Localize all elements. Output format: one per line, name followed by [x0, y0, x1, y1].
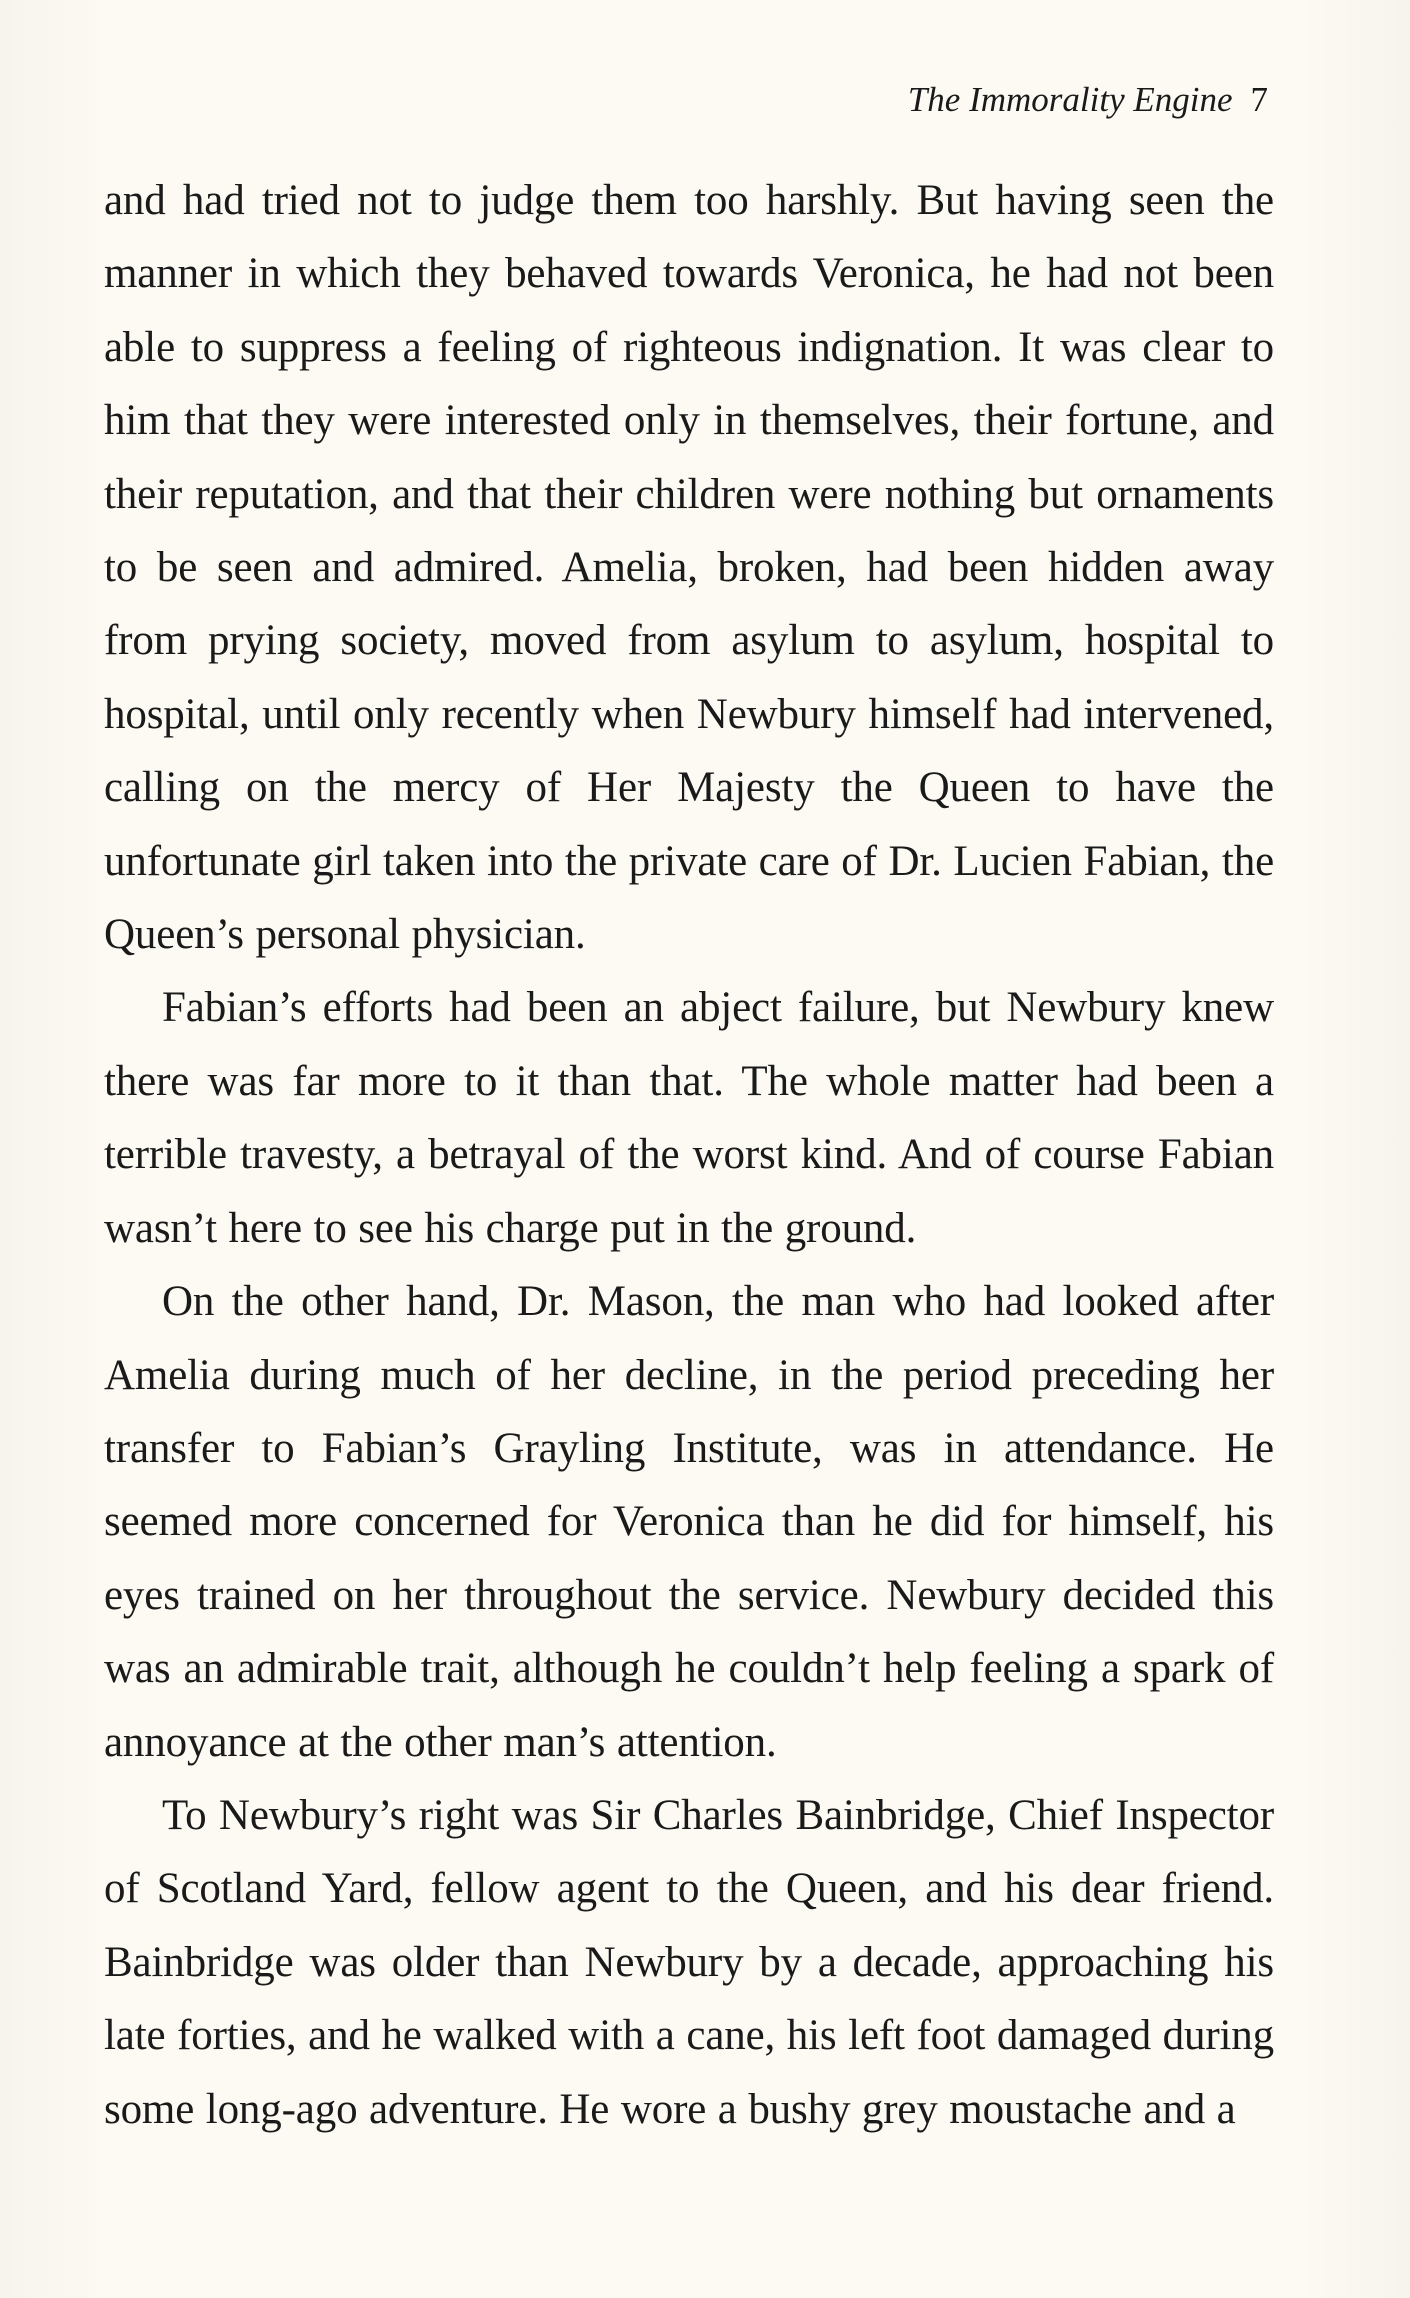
page-number: 7 — [1250, 80, 1268, 119]
paragraph-fabian: Fabian’s efforts had been an abject failure, but Newbury knew there was far more to it than that. The whole matter had been a terrible travesty, a betrayal of the worst kind. And of course Fabian wasn’t here to see his charge put in the ground. — [104, 984, 1274, 1252]
paragraph-bainbridge: To Newbury’s right was Sir Charles Bainbridge, Chief Inspector of Scotland Yard, fellow agent to the Queen, and his dear friend. Bainbridge was older than Newbury by a decade, approaching his late forties, and he walked with a cane, his left foot damaged during some long-ago adventure. He wore a bushy grey moustache and a — [104, 1791, 1274, 2133]
paragraph-dr-mason: On the other hand, Dr. Mason, the man who had looked after Amelia during much of her decline, in the period preceding her transfer to Fabian’s Grayling Institute, was in attendance. He seemed more concerned for Veronica than he did for himself, his eyes trained on her throughout the service. Newbury decided this was an admirable trait, although he couldn’t help feeling a spark of annoyance at the other man’s attention. — [104, 1278, 1274, 1766]
book-title: The Immorality Engine — [907, 80, 1233, 119]
running-head — [908, 78, 1268, 122]
paragraph-continued: and had tried not to judge them too harshly. But having seen the manner in which they behaved towards Veronica, he had not been able to suppress a feeling of righteous indignation. It was clear to him that they were interested only in themselves, their fortune, and their reputation, and that their children were nothing but ornaments to be seen and admired. Amelia, broken, had been hidden away from prying society, moved from asylum to asylum, hospital to hospital, until only recently when Newbury himself had intervened, calling on the mercy of Her Majesty the Queen to have the unfortunate girl taken into the private care of Dr. Lucien Fabian, the Queen’s personal physician. — [104, 177, 1274, 959]
body-text — [104, 164, 1274, 2146]
